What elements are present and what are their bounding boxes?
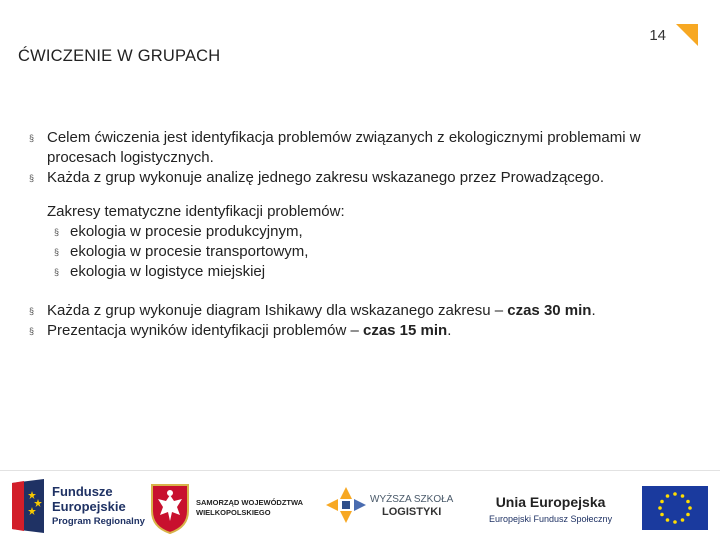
bullet-list-1 xyxy=(29,128,689,188)
slide-title: ĆWICZENIE W GRUPACH xyxy=(18,47,221,65)
bullet-icon: § xyxy=(29,173,35,183)
fundusze-europejskie-logo-icon xyxy=(8,477,48,535)
page-number: 14 xyxy=(649,27,666,44)
list-item: § ekologia w procesie transportowym, xyxy=(54,243,309,260)
scopes-heading: Zakresy tematyczne identyfikacji problemów: xyxy=(47,203,345,220)
bullet-icon: § xyxy=(54,227,60,237)
time-label: czas 30 min xyxy=(507,302,592,319)
corner-triangle-decoration xyxy=(676,24,698,46)
bullet-icon: § xyxy=(29,326,35,336)
list-item: § Każda z grup wykonuje analizę jednego zakresu wskazanego przez Prowadzącego. xyxy=(29,169,604,186)
list-item: § ekologia w procesie produkcyjnym, xyxy=(54,223,303,240)
list-item: § Każda z grup wykonuje diagram Ishikawy dla wskazanego zakresu – czas 30 min. xyxy=(29,302,596,319)
slide-content xyxy=(29,128,689,341)
scopes-list xyxy=(54,222,689,282)
footer-logos xyxy=(0,470,720,541)
list-item: § ekologia w logistyce miejskiej xyxy=(54,263,266,280)
list-item: § Celem ćwiczenia jest identyfikacja problemów związanych z ekologicznymi problemami w procesach logistycznych. xyxy=(29,129,641,166)
wielkopolska-crest-icon xyxy=(150,483,190,535)
bullet-list-2 xyxy=(29,301,689,341)
fundusze-europejskie-text: Fundusze Europejskie Program Regionalny xyxy=(52,484,145,527)
time-label: czas 15 min xyxy=(362,322,448,339)
unia-europejska-text: Unia Europejska Europejski Fundusz Społeczny xyxy=(489,494,613,524)
bullet-icon: § xyxy=(54,247,60,257)
samorzad-wojewodztwa-text: SAMORZĄD WOJEWÓDZTWA WIELKOPOLSKIEGO xyxy=(196,498,304,517)
bullet-icon: § xyxy=(29,306,35,316)
list-item: § Prezentacja wyników identyfikacji problemów – czas 15 min. xyxy=(29,322,452,339)
eu-flag-icon xyxy=(642,486,708,530)
wyzsza-szkola-logistyki-logo-icon xyxy=(326,487,366,523)
bullet-icon: § xyxy=(29,133,35,143)
bullet-icon: § xyxy=(54,267,60,277)
wyzsza-szkola-logistyki-text: WYŻSZA SZKOŁA LOGISTYKI xyxy=(370,494,454,518)
